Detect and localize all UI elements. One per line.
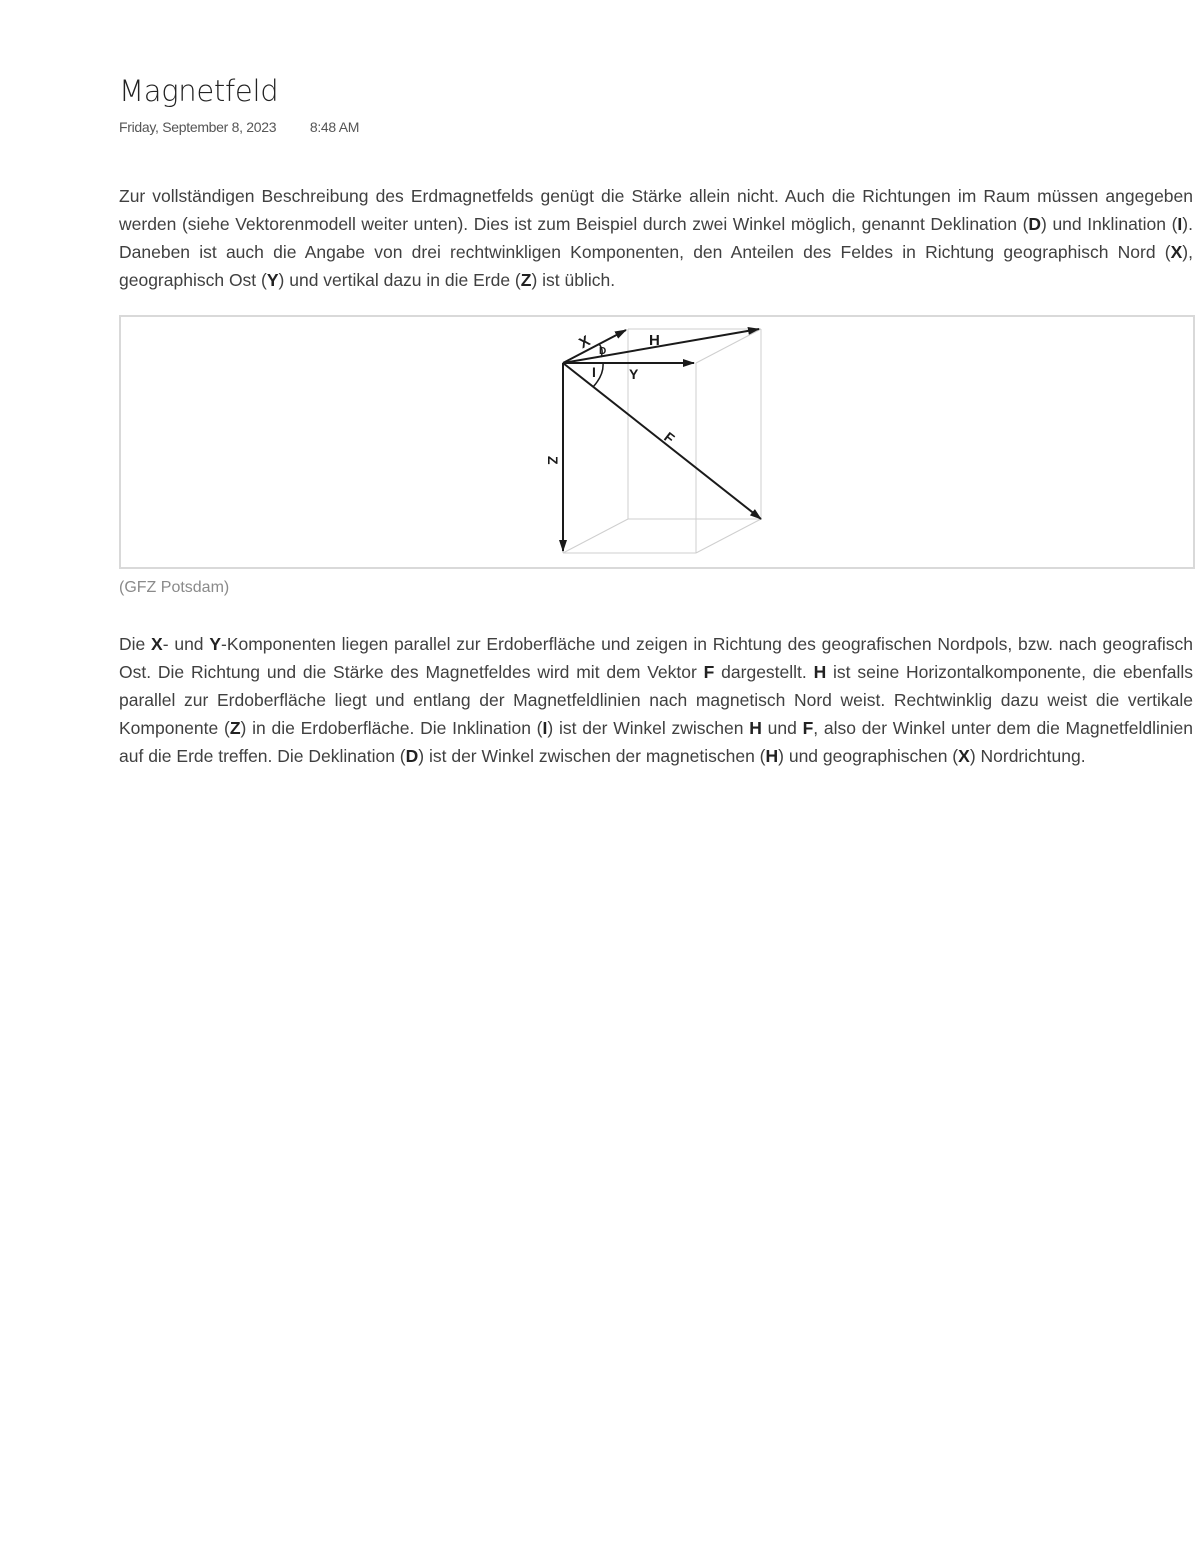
note-page: [119, 72, 1193, 770]
bold-term: I: [1177, 214, 1183, 234]
bold-term: H: [813, 662, 827, 682]
bold-term: X: [958, 746, 970, 766]
page-title[interactable]: Magnetfeld: [119, 74, 279, 108]
paragraph-intro[interactable]: [119, 182, 1193, 294]
bold-term: F: [802, 718, 814, 738]
text-run: Die: [119, 634, 152, 654]
bold-term: Z: [229, 718, 241, 738]
text-run: und: [761, 718, 803, 738]
label-d: D: [599, 346, 607, 357]
label-x: X: [576, 332, 594, 353]
label-h: H: [649, 332, 660, 349]
bold-term: Y: [266, 270, 279, 290]
text-run: ) ist der Winkel zwischen: [547, 718, 750, 738]
figure-caption: (GFZ Potsdam): [119, 579, 230, 596]
vector-model-figure[interactable]: [119, 315, 1195, 569]
text-run: -Komponenten liegen parallel zur Erdoberfläche und zeigen in Richtung des geografischen Nordpols, bzw. nach geografisch Ost. Die Richtung und die Stärke des Magnetfeldes wird mit dem Vektor: [119, 634, 1194, 682]
bold-term: I: [542, 718, 548, 738]
text-run: Zur vollständigen Beschreibung des Erdmagnetfelds genügt die Stärke allein nicht. Auch die Richtungen im Raum müssen angegeben werden (siehe Vektorenmodell weiter unten). Dies ist zum Beispiel durch zwei Winkel möglich, genannt Deklination (: [119, 186, 1193, 234]
text-run: - und: [162, 634, 210, 654]
bold-term: D: [1028, 214, 1042, 234]
text-run: ) ist üblich.: [531, 270, 616, 290]
bold-term: Z: [520, 270, 532, 290]
text-run: dargestellt.: [714, 662, 814, 682]
text-run: , also der Winkel unter dem die Magnetfeldlinien auf die Erde treffen. Die Deklination (: [119, 718, 1193, 766]
page-datetime: [119, 118, 1193, 136]
text-run: ist seine Horizontalkomponente, die ebenfalls parallel zur Erdoberfläche liegt und entlang der Magnetfeldlinien nach magnetisch Nord weist. Rechtwinklig dazu weist die vertikale Komponente (: [119, 662, 1194, 738]
bold-term: X: [1170, 242, 1183, 262]
vector-h: [563, 329, 759, 363]
bold-term: X: [151, 634, 163, 654]
label-i: I: [592, 364, 596, 380]
bold-term: H: [765, 746, 779, 766]
label-z: Z: [545, 456, 561, 465]
vector-model-diagram: [121, 317, 1193, 567]
label-f: F: [661, 428, 678, 447]
text-run: ) Nordrichtung.: [969, 746, 1086, 766]
bold-term: D: [405, 746, 419, 766]
paragraph-explanation[interactable]: [119, 630, 1193, 770]
page-date: Friday, September 8, 2023: [119, 119, 277, 135]
text-run: ) und geographischen (: [778, 746, 959, 766]
label-y: Y: [629, 366, 639, 382]
text-run: ) und vertikal dazu in die Erde (: [278, 270, 521, 290]
page-time: 8:48 AM: [309, 119, 360, 135]
text-run: ), geographisch Ost (: [119, 242, 1193, 290]
text-run: ) und Inklination (: [1041, 214, 1178, 234]
text-run: ) in die Erdoberfläche. Die Inklination (: [240, 718, 543, 738]
bold-term: H: [749, 718, 762, 738]
text-run: ) ist der Winkel zwischen der magnetischen (: [418, 746, 766, 766]
bold-term: F: [703, 662, 715, 682]
bold-term: Y: [209, 634, 221, 654]
text-run: ). Daneben ist auch die Angabe von drei rechtwinkligen Komponenten, den Anteilen des Feldes in Richtung geographisch Nord (: [119, 214, 1193, 262]
